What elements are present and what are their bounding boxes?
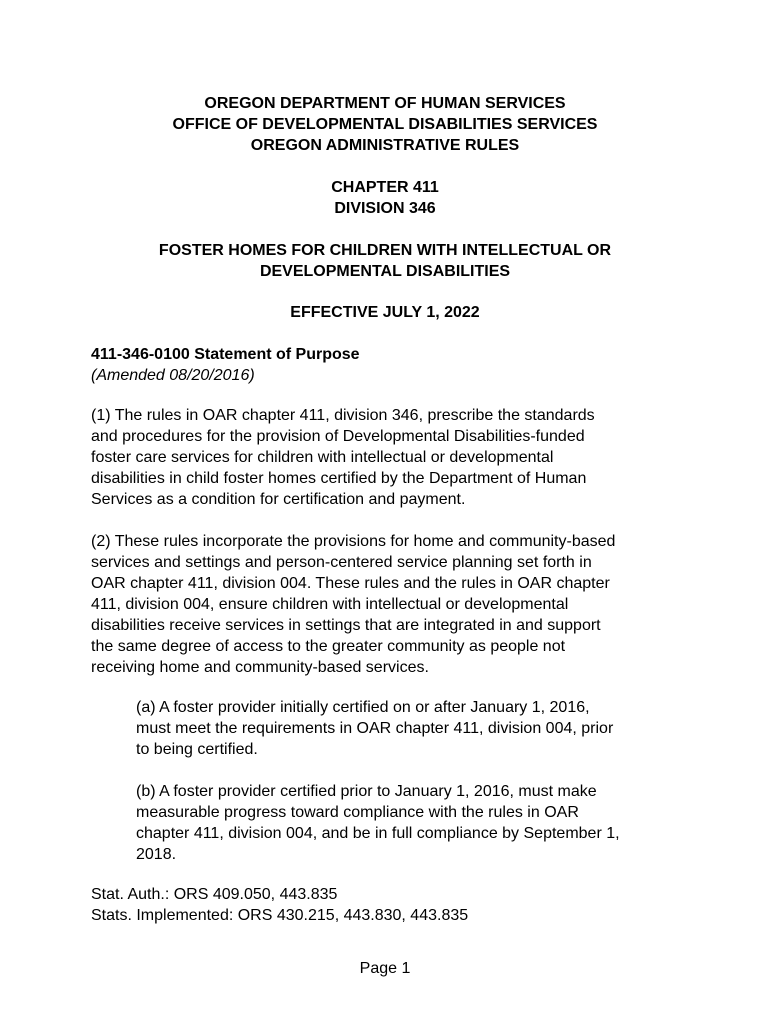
statutes-implemented: Stats. Implemented: ORS 430.215, 443.830, 443.835 — [91, 907, 469, 924]
document-title — [0, 240, 770, 282]
page-number: Page 1 — [359, 960, 411, 977]
subparagraph-a: (a) A foster provider initially certified on or after January 1, 2016, must meet the requirements in OAR chapter 411, division 004, prior to being certified. — [136, 699, 614, 758]
section-title: 411-346-0100 Statement of Purpose — [91, 346, 360, 363]
division-label: DIVISION 346 — [334, 200, 436, 217]
paragraph-2: (2) These rules incorporate the provisions for home and community-based services and settings and person-centered service planning set forth in OAR chapter 411, division 004. These rules and the rules in OAR chapter 411, division 004, ensure children with intellectual or developmental disabilities receive services in settings that are integrated in and support the same degree of access to the greater community as people not receiving home and community-based services. — [91, 533, 616, 676]
agency-header — [0, 93, 770, 156]
chapter-heading — [0, 177, 770, 219]
amended-note: (Amended 08/20/2016) — [91, 367, 255, 384]
title-line: FOSTER HOMES FOR CHILDREN WITH INTELLECTUAL OR — [158, 242, 612, 259]
title-line: DEVELOPMENTAL DISABILITIES — [259, 263, 511, 280]
header-line: OREGON DEPARTMENT OF HUMAN SERVICES — [204, 95, 566, 112]
header-line: OREGON ADMINISTRATIVE RULES — [250, 137, 520, 154]
statutory-authority: Stat. Auth.: ORS 409.050, 443.835 — [91, 886, 338, 903]
header-line: OFFICE OF DEVELOPMENTAL DISABILITIES SERVICES — [172, 116, 598, 133]
paragraph-1: (1) The rules in OAR chapter 411, division 346, prescribe the standards and procedures for the provision of Developmental Disabilities-funded foster care services for children with intellectual or developmental disabilities in child foster homes certified by the Department of Human Services as a condition for certification and payment. — [91, 407, 595, 508]
effective-date: EFFECTIVE JULY 1, 2022 — [290, 304, 480, 321]
subparagraph-b: (b) A foster provider certified prior to January 1, 2016, must make measurable progress toward compliance with the rules in OAR chapter 411, division 004, and be in full compliance by September 1, 2018. — [136, 783, 620, 863]
chapter-label: CHAPTER 411 — [331, 179, 439, 196]
